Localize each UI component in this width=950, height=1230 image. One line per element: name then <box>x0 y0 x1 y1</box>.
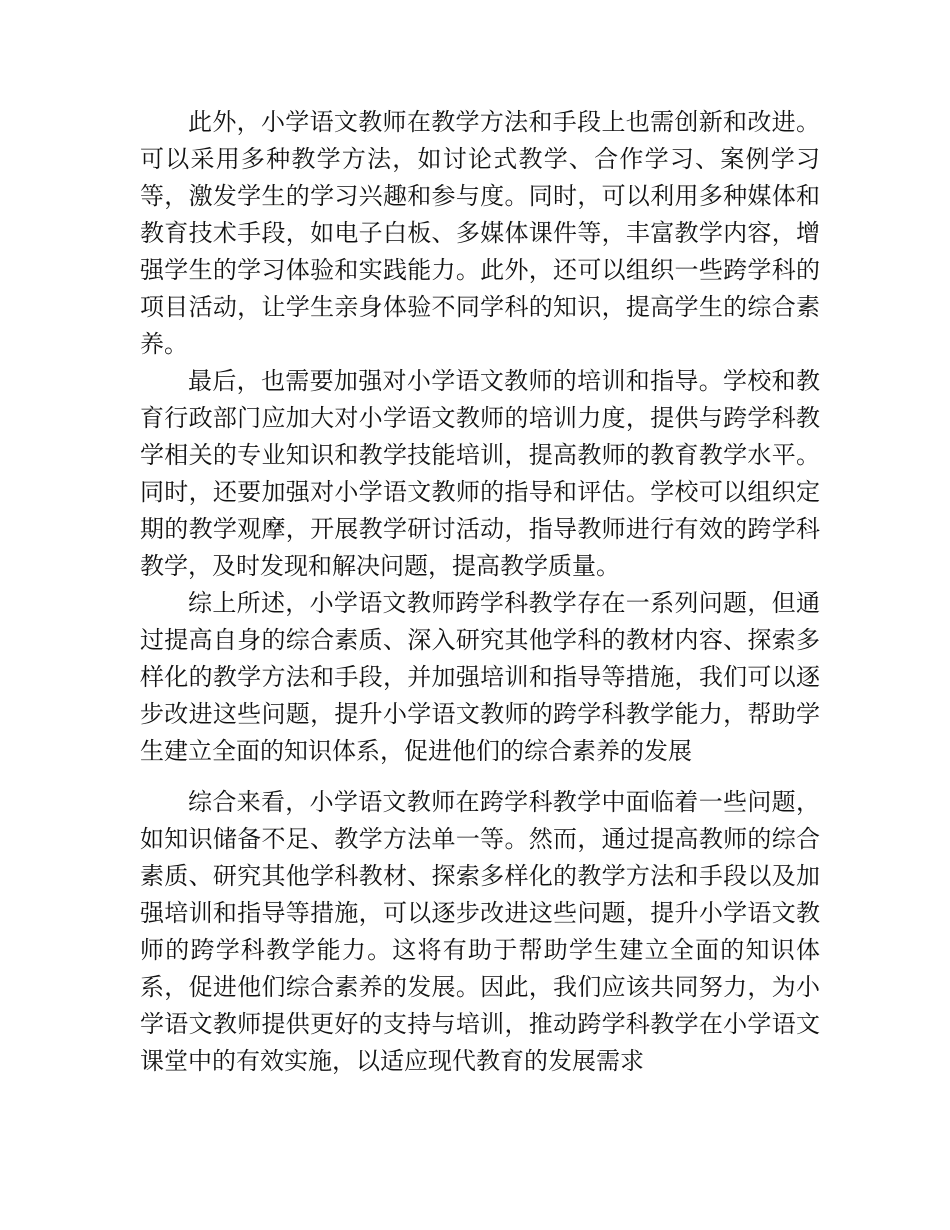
document-page <box>140 104 820 1080</box>
paragraph-teacher-training: 最后，也需要加强对小学语文教师的培训和指导。学校和教育行政部门应加大对小学语文教师的培训力度，提供与跨学科教学相关的专业知识和教学技能培训，提高教师的教育教学水平。同时，还要加强对小学语文教师的指导和评估。学校可以组织定期的教学观摩，开展教学研讨活动，指导教师进行有效的跨学科教学，及时发现和解决问题，提高教学质量。 <box>140 367 820 580</box>
paragraph-conclusion: 综合来看，小学语文教师在跨学科教学中面临着一些问题，如知识储备不足、教学方法单一等。然而，通过提高教师的综合素质、研究其他学科教材、探索多样化的教学方法和手段以及加强培训和指导等措施，可以逐步改进这些问题，提升小学语文教师的跨学科教学能力。这将有助于帮助学生建立全面的知识体系，促进他们综合素养的发展。因此，我们应该共同努力，为小学语文教师提供更好的支持与培训，推动跨学科教学在小学语文课堂中的有效实施，以适应现代教育的发展需求 <box>140 788 820 1075</box>
paragraph-teaching-methods: 此外，小学语文教师在教学方法和手段上也需创新和改进。可以采用多种教学方法，如讨论式教学、合作学习、案例学习等，激发学生的学习兴趣和参与度。同时，可以利用多种媒体和教育技术手段，如电子白板、多媒体课件等，丰富教学内容，增强学生的学习体验和实践能力。此外，还可以组织一些跨学科的项目活动，让学生亲身体验不同学科的知识，提高学生的综合素养。 <box>140 108 820 358</box>
paragraph-summary: 综上所述，小学语文教师跨学科教学存在一系列问题，但通过提高自身的综合素质、深入研究其他学科的教材内容、探索多样化的教学方法和手段，并加强培训和指导等措施，我们可以逐步改进这些问题，提升小学语文教师的跨学科教学能力，帮助学生建立全面的知识体系，促进他们的综合素养的发展 <box>140 589 820 765</box>
